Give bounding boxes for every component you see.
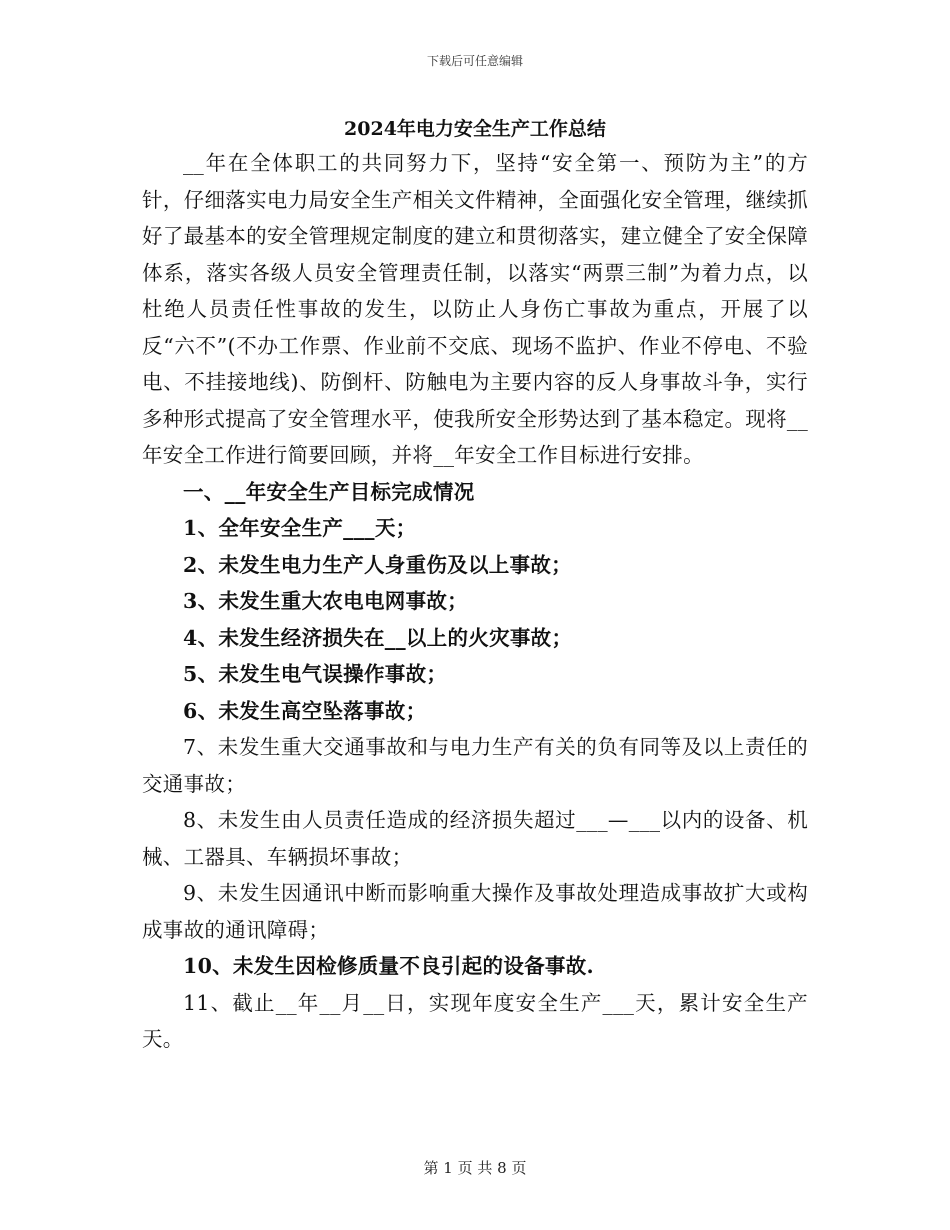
document-body <box>142 145 808 1058</box>
list-item: 7、未发生重大交通事故和与电力生产有关的负有同等及以上责任的交通事故； <box>142 735 808 796</box>
list-item: 1、全年安全生产___天； <box>183 516 417 540</box>
list-item: 3、未发生重大农电电网事故； <box>183 589 468 613</box>
list-item: 6、未发生高空坠落事故； <box>183 698 427 723</box>
list-item: 10、未发生因检修质量不良引起的设备事故. <box>183 954 594 978</box>
page-header-note: 下载后可任意编辑 <box>426 54 523 68</box>
page-number: 第 1 页 共 8 页 <box>423 1159 527 1177</box>
list-item: 4、未发生经济损失在__以上的火灾事故； <box>183 625 573 650</box>
intro-paragraph: __年在全体职工的共同努力下，坚持“安全第一、预防为主”的方针，仔细落实电力局安全生产相关文件精神，全面强化安全管理，继续抓好了最基本的安全管理规定制度的建立和贯彻落实，建立健全了安全保障体系，落实各级人员安全管理责任制，以落实“两票三制”为着力点，以杜绝人员责任性事故的发生，以防止人身伤亡事故为重点，开展了以反“六不”(不办工作票、作业前不交底、现场不监护、作业不停电、不验电、不挂接地线)、防倒杆、防触电为主要内容的反人身事故斗争，实行多种形式提高了安全管理水平，使我所安全形势达到了基本稳定。现将__年安全工作进行简要回顾，并将__年安全工作目标进行安排。 <box>142 151 808 467</box>
section-heading: 一、__年安全生产目标完成情况 <box>183 479 475 504</box>
document-title: 2024年电力安全生产工作总结 <box>344 118 606 140</box>
list-item: 2、未发生电力生产人身重伤及以上事故； <box>183 552 572 577</box>
list-item: 9、未发生因通讯中断而影响重大操作及事故处理造成事故扩大或构成事故的通讯障碍； <box>142 881 808 942</box>
list-item: 5、未发生电气误操作事故； <box>183 662 448 686</box>
list-item: 11、截止__年__月__日，实现年度安全生产___天，累计安全生产天。 <box>142 990 808 1051</box>
list-item: 8、未发生由人员责任造成的经济损失超过___—___以内的设备、机械、工器具、车辆损坏事故； <box>142 808 808 869</box>
